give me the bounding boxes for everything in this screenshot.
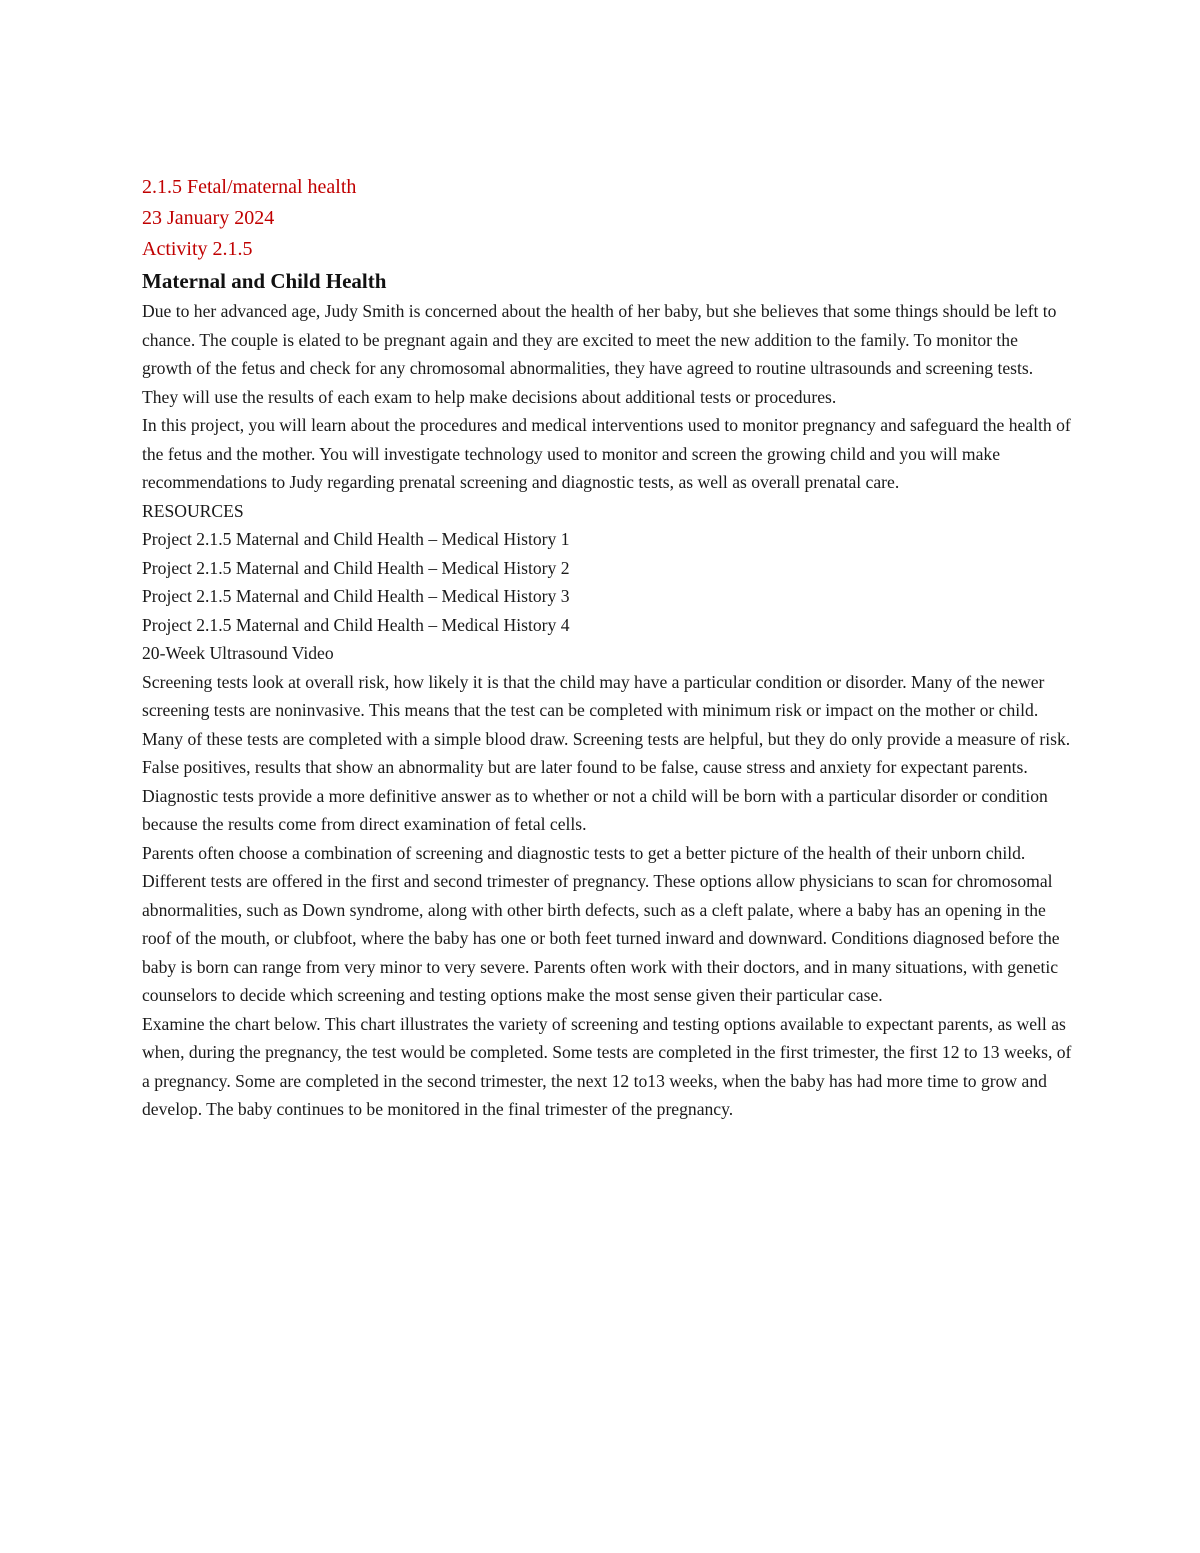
- parents-paragraph: Parents often choose a combination of screening and diagnostic tests to get a better picture of the health of their unborn child. Different tests are offered in the first and second trimester of pregnancy. These options allow physicians to scan for chromosomal abnormalities, such as Down syndrome, along with other birth defects, such as a cleft palate, where a baby has an opening in the roof of the mouth, or clubfoot, where the baby has one or both feet turned inward and downward. Conditions diagnosed before the baby is born can range from very minor to very severe. Parents often work with their doctors, and in many situations, with genetic counselors to decide which screening and testing options make the most sense given their particular case.: [142, 842, 1060, 1005]
- diagnostic-paragraph: Diagnostic tests provide a more definitive answer as to whether or not a child will be born with a particular disorder or condition because the results come from direct examination of fetal cells.: [142, 785, 1048, 834]
- resources-label: RESOURCES: [142, 500, 244, 521]
- resource-item-4: Project 2.1.5 Maternal and Child Health – Medical History 4: [142, 614, 570, 635]
- project-paragraph: In this project, you will learn about the procedures and medical interventions used to monitor pregnancy and safeguard the health of the fetus and the mother. You will investigate technology used to monitor and screen the growing child and you will make recommendations to Judy regarding prenatal screening and diagnostic tests, as well as overall prenatal care.: [142, 415, 1071, 492]
- document-page: [142, 172, 1072, 1124]
- document-date: 23 January 2024: [142, 207, 275, 229]
- screening-paragraph: Screening tests look at overall risk, how likely it is that the child may have a particular condition or disorder. Many of the newer screening tests are noninvasive. This means that the test can be completed with minimum risk or impact on the mother or child. Many of these tests are completed with a simple blood draw. Screening tests are helpful, but they do only provide a measure of risk. False positives, results that show an abnormality but are later found to be false, cause stress and anxiety for expectant parents.: [142, 671, 1071, 777]
- intro-paragraph: Due to her advanced age, Judy Smith is concerned about the health of her baby, but she believes that some things should be left to chance. The couple is elated to be pregnant again and they are excited to meet the new addition to the family. To monitor the growth of the fetus and check for any chromosomal abnormalities, they have agreed to routine ultrasounds and screening tests. They will use the results of each exam to help make decisions about additional tests or procedures.: [142, 301, 1057, 407]
- resource-item-5: 20-Week Ultrasound Video: [142, 643, 334, 663]
- document-title: Maternal and Child Health: [142, 269, 387, 293]
- resource-item-2: Project 2.1.5 Maternal and Child Health – Medical History 2: [142, 557, 570, 578]
- section-heading: 2.1.5 Fetal/maternal health: [142, 176, 357, 198]
- resource-item-3: Project 2.1.5 Maternal and Child Health – Medical History 3: [142, 586, 570, 606]
- resource-item-1: Project 2.1.5 Maternal and Child Health – Medical History 1: [142, 529, 570, 549]
- examine-paragraph: Examine the chart below. This chart illustrates the variety of screening and testing options available to expectant parents, as well as when, during the pregnancy, the test would be completed. Some tests are completed in the first trimester, the first 12 to 13 weeks, of a pregnancy. Some are completed in the second trimester, the next 12 to13 weeks, when the baby has had more time to grow and develop. The baby continues to be monitored in the final trimester of the pregnancy.: [142, 1013, 1072, 1119]
- activity-label: Activity 2.1.5: [142, 238, 253, 260]
